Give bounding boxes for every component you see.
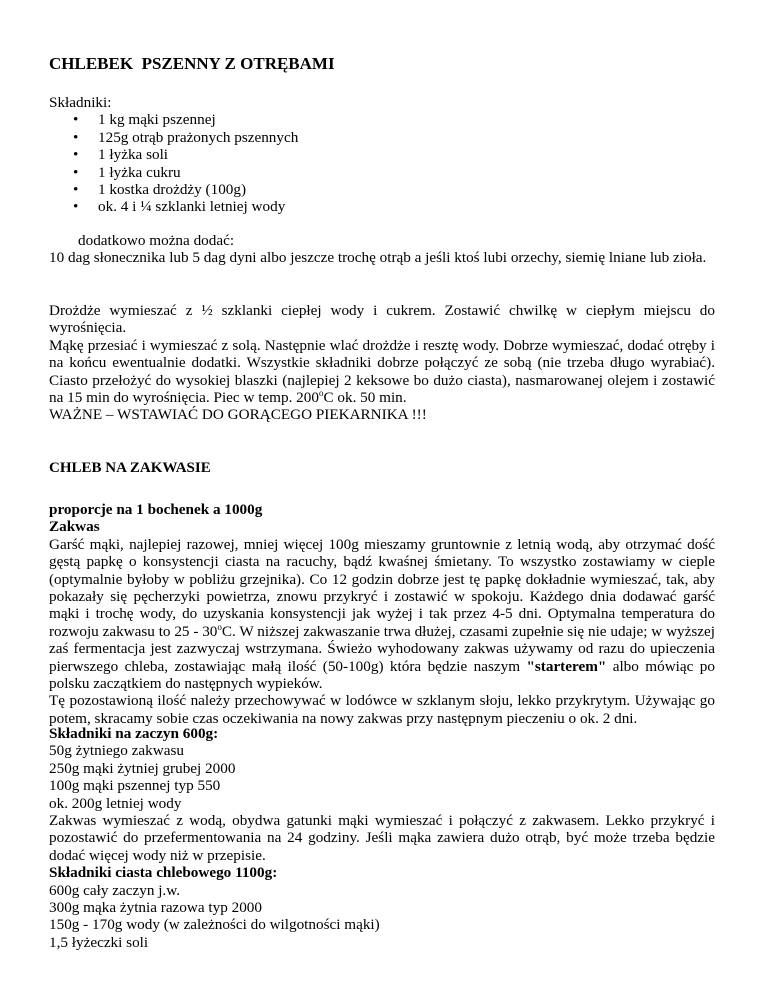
- method-step-2: [49, 337, 715, 407]
- recipe2-starter-section: [49, 501, 715, 727]
- recipe1-extras-section: [49, 232, 715, 267]
- ingredient-item: • 1 kostka drożdży (100g): [49, 181, 715, 198]
- degree-sup: o: [318, 388, 324, 399]
- ingredient-item: • 1 łyżka soli: [49, 146, 715, 163]
- dough-ingredient: 1,5 łyżeczki soli: [49, 933, 149, 951]
- leaven-ingredient: ok. 200g letniej wody: [49, 794, 182, 812]
- warning-text: WAŻNE – WSTAWIAĆ DO GORĄCEGO PIEKARNIKA !!!: [49, 406, 427, 424]
- ingredients-label: Składniki:: [49, 94, 112, 111]
- leaven-heading: Składniki na zaczyn 600g:: [49, 725, 219, 742]
- leaven-ingredient: 50g żytniego zakwasu: [49, 742, 184, 760]
- starter-text-part1: Garść mąki, najlepiej razowej, mniej więcej 100g mieszamy gruntownie z letnią wodą, aby otrzymać dość gęstą papkę o konsystencji ciasta na racuchy, bądź kwaśnej śmietany. To wszystko zostawiamy w cieple (optymalnie byłoby w pobliżu grzejnika). Co 12 godzin dobrze jest tę papkę dokładnie wymieszać, tak, aby pokazały się pęcherzyki powietrza, znowu przykryć i zostawić w spokoju. Każdego dnia dodawać garść mąki i trochę wody, do uzyskania konsystencji jak wyżej i tak przez 4-5 dni. Optymalna temperatura do rozwoju zakwasu to 25 - 30: [49, 535, 715, 640]
- recipe1-method-section: [49, 302, 715, 424]
- method-step-2-end: C ok. 50 min.: [323, 389, 407, 407]
- leaven-ingredient: 250g mąki żytniej grubej 2000: [49, 759, 236, 777]
- ingredients-list: [49, 111, 715, 215]
- recipe2-title: CHLEB NA ZAKWASIE: [49, 460, 211, 476]
- recipe1-title: CHLEBEK PSZENNY Z OTRĘBAMI: [49, 54, 335, 73]
- degree-sup: o: [217, 621, 222, 632]
- proportions-heading: proporcje na 1 bochenek a 1000g: [49, 501, 263, 518]
- dough-ingredient: 300g mąka żytnia razowa typ 2000: [49, 899, 262, 917]
- dough-ingredient: 150g - 170g wody (w zależności do wilgotności mąki): [49, 916, 380, 934]
- dough-ingredient: 600g cały zaczyn j.w.: [49, 881, 181, 899]
- dough-heading: Składniki ciasta chlebowego 1100g:: [49, 864, 278, 882]
- method-step-2-text: Mąkę przesiać i wymieszać z solą. Następnie wlać drożdże i resztę wody. Dobrze wymieszać, dodać otręby i na końcu ewentualnie dodatki. Wszystkie składniki dobrze połączyć ze sobą (nie trzeba długo wyrabiać). Ciasto przełożyć do wysokiej blaszki (najlepiej 2 keksowe bo dużo ciasta), nasmarowanej olejem i zostawić na 15 min do wyrośnięcia. Piec w temp. 200: [49, 336, 715, 407]
- storage-text: Tę pozostawioną ilość należy przechowywać w lodówce w szklanym słoju, lekko przykrytym. Używając go potem, skracamy sobie czas oczekiwania na nowy zakwas przy następnym pieczeniu o ok. 2 dni.: [49, 692, 715, 727]
- starter-text-part3: albo mówiąc po polsku zaczątkiem do następnych wypieków.: [49, 657, 715, 693]
- starter-quote: "starterem": [526, 657, 607, 675]
- starter-text-part2: C. W niższej zakwaszanie trwa dłużej, czasami zupełnie się nie udaje; w wyższej zaś fermentacja jest zazwyczaj wstrzymana. Świeżo wyhodowany zakwas używamy od razu do upieczenia pierwszego chleba, zostawiając małą ilość (50-100g) która będzie naszym: [49, 622, 715, 675]
- ingredient-item: • ok. 4 i ¼ szklanki letniej wody: [49, 198, 715, 215]
- starter-text: [49, 536, 715, 693]
- method-step-1: Drożdże wymieszać z ½ szklanki ciepłej wody i cukrem. Zostawić chwilkę w ciepłym miejscu do wyrośnięcia.: [49, 302, 715, 337]
- ingredient-item: • 1 kg mąki pszennej: [49, 111, 715, 128]
- extras-label: dodatkowo można dodać:: [78, 232, 235, 249]
- starter-heading: Zakwas: [49, 518, 100, 536]
- ingredient-item: • 1 łyżka cukru: [49, 164, 715, 181]
- extras-text: 10 dag słonecznika lub 5 dag dyni albo jeszcze trochę otrąb a jeśli ktoś lubi orzechy, siemię lniane lub zioła.: [49, 249, 707, 267]
- leaven-method: Zakwas wymieszać z wodą, obydwa gatunki mąki wymieszać i połączyć z zakwasem. Lekko przykryć i pozostawić do przefermentowania na 24 godziny. Jeśli mąka zawiera dużo otrąb, być może trzeba będzie dodać więcej wody niż w przepisie.: [49, 812, 715, 864]
- recipe1-ingredients-section: [49, 94, 715, 216]
- leaven-ingredient: 100g mąki pszennej typ 550: [49, 777, 221, 795]
- ingredient-item: • 125g otrąb prażonych pszennych: [49, 129, 715, 146]
- recipe2-leaven-section: [49, 725, 715, 951]
